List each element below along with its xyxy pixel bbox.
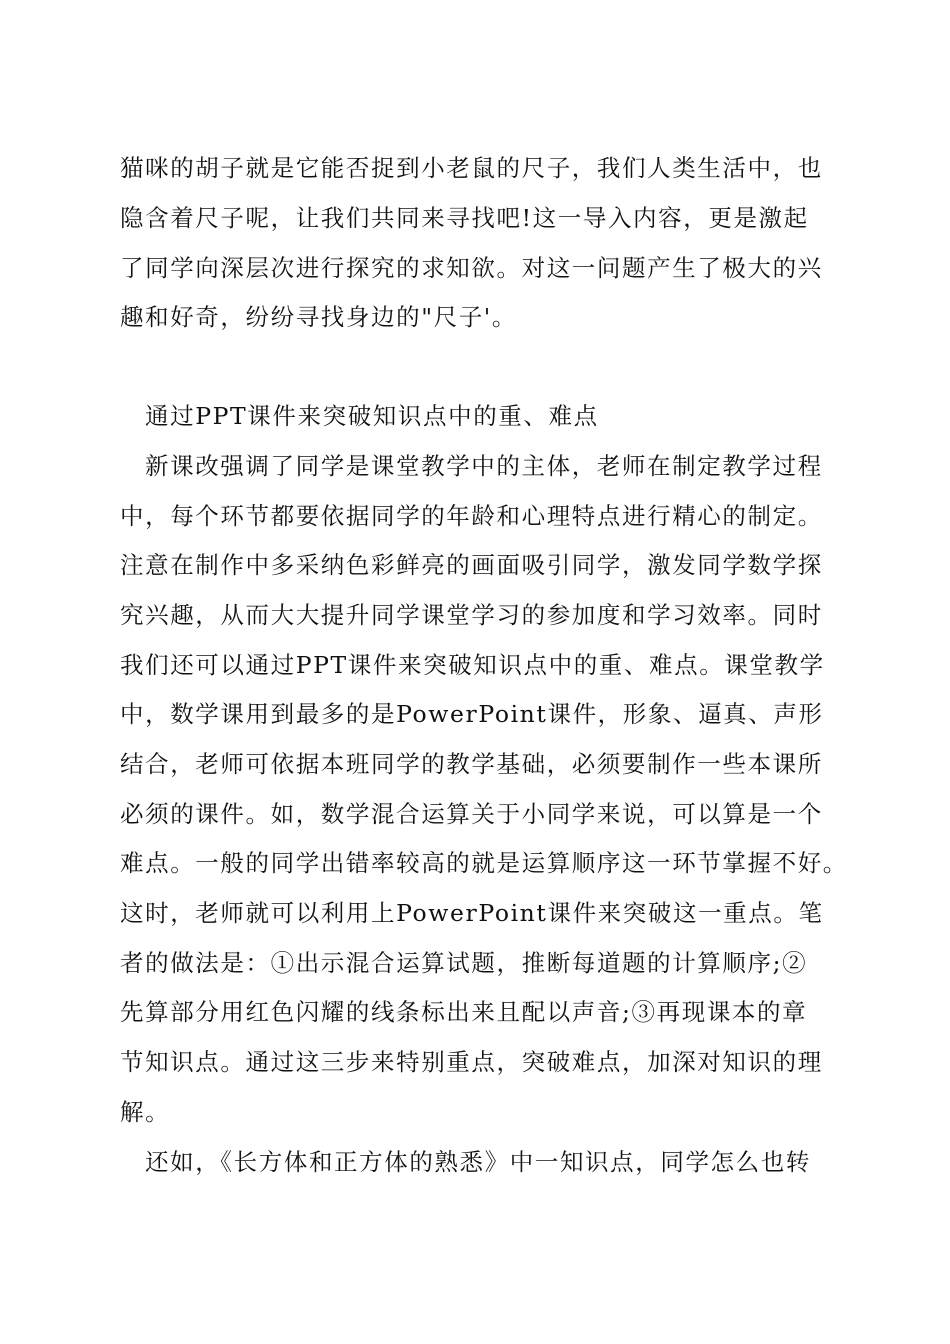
- paragraph-3-line-6: 中，数学课用到最多的是PowerPoint课件，形象、逼真、声形: [120, 700, 824, 728]
- paragraph-1-line-4: 趣和好奇，纷纷寻找身边的"尺子'。: [120, 303, 517, 331]
- paragraph-3-line-7: 结合，老师可依据本班同学的教学基础，必须要制作一些本课所: [120, 750, 823, 778]
- paragraph-1-line-1: 猫咪的胡子就是它能否捉到小老鼠的尺子，我们人类生活中，也: [120, 154, 823, 182]
- section-heading: 通过PPT课件来突破知识点中的重、难点: [145, 402, 599, 430]
- paragraph-4-line-1: 还如，《长方体和正方体的熟悉》中一知识点，同学怎么也转: [145, 1148, 811, 1176]
- paragraph-3-line-3: 注意在制作中多采纳色彩鲜亮的画面吸引同学，激发同学数学探: [120, 551, 823, 579]
- paragraph-3-line-2: 中，每个环节都要依据同学的年龄和心理特点进行精心的制定。: [120, 502, 823, 530]
- paragraph-1-line-2: 隐含着尺子呢，让我们共同来寻找吧!这一导入内容，更是激起: [120, 204, 809, 232]
- paragraph-3-line-10: 这时，老师就可以利用上PowerPoint课件来突破这一重点。笔: [120, 899, 824, 927]
- paragraph-3-line-8: 必须的课件。如，数学混合运算关于小同学来说，可以算是一个: [120, 800, 823, 828]
- paragraph-3-line-9: 难点。一般的同学出错率较高的就是运算顺序这一环节掌握不好。: [120, 849, 848, 877]
- paragraph-3-line-12: 先算部分用红色闪耀的线条标出来且配以声音;③再现课本的章: [120, 998, 808, 1026]
- paragraph-3-line-5: 我们还可以通过PPT课件来突破知识点中的重、难点。课堂教学: [120, 651, 825, 679]
- paragraph-3-line-13: 节知识点。通过这三步来特别重点，突破难点，加深对知识的理: [120, 1048, 823, 1076]
- paragraph-3-line-11: 者的做法是：①出示混合运算试题，推断每道题的计算顺序;②: [120, 949, 808, 977]
- paragraph-3-line-14: 解。: [120, 1098, 171, 1126]
- paragraph-1-line-3: 了同学向深层次进行探究的求知欲。对这一问题产生了极大的兴: [120, 254, 823, 282]
- paragraph-3-line-4: 究兴趣，从而大大提升同学课堂学习的参加度和学习效率。同时: [120, 601, 823, 629]
- paragraph-3-line-1: 新课改强调了同学是课堂教学中的主体，老师在制定教学过程: [145, 452, 823, 480]
